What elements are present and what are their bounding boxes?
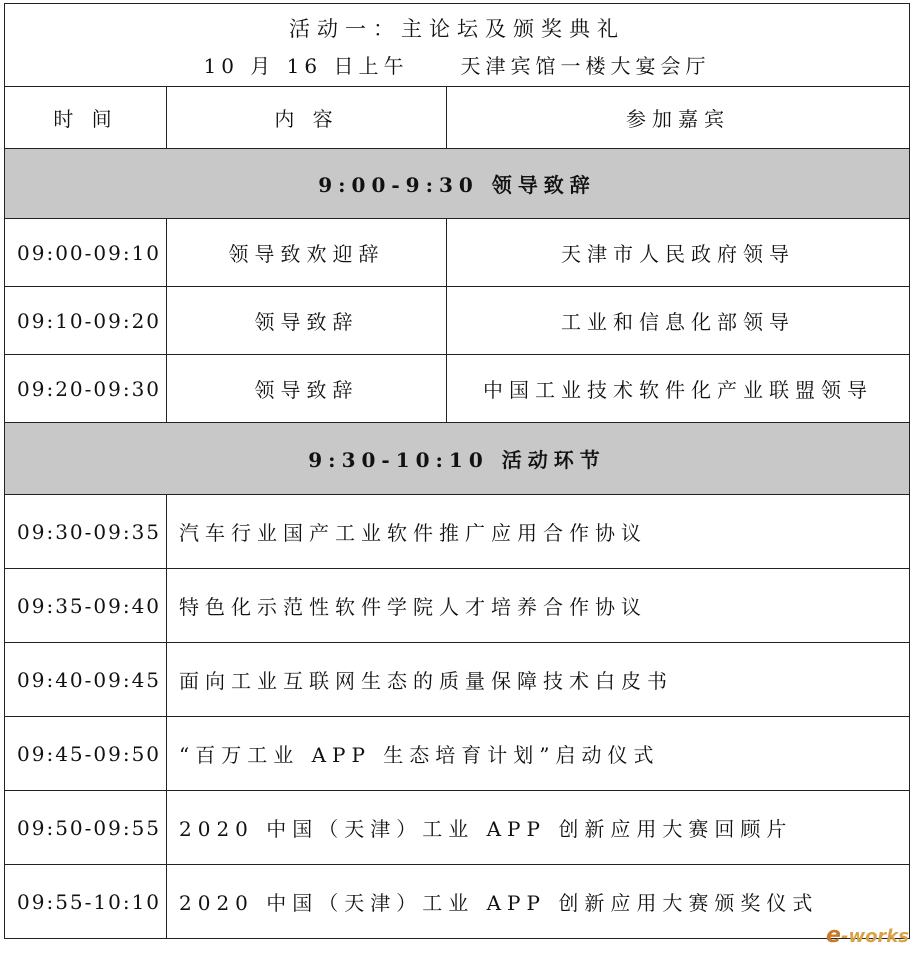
table-row [5, 287, 910, 355]
activity-title: 活动一：主论坛及颁奖典礼 [289, 17, 625, 41]
row-content: 2020 中国（天津）工业 APP 创新应用大赛颁奖仪式 [167, 865, 910, 939]
row-content: 领导致辞 [167, 355, 447, 423]
title-row [5, 4, 910, 87]
table-row [5, 643, 910, 717]
title-cell [5, 4, 910, 87]
row-content: “百万工业 APP 生态培育计划”启动仪式 [167, 717, 910, 791]
row-time: 09:35-09:40 [5, 569, 167, 643]
table-row [5, 355, 910, 423]
row-time: 09:45-09:50 [5, 717, 167, 791]
header-time: 时 间 [5, 87, 167, 149]
row-guests: 工业和信息化部领导 [447, 287, 910, 355]
row-guests: 天津市人民政府领导 [447, 219, 910, 287]
row-time: 09:20-09:30 [5, 355, 167, 423]
date-venue-line [5, 49, 909, 83]
row-time: 09:00-09:10 [5, 219, 167, 287]
header-content: 内 容 [167, 87, 447, 149]
table-row [5, 865, 910, 939]
section-label: 9:00-9:30 领导致辞 [5, 149, 910, 219]
event-date: 10 月 16 日上午 [203, 54, 409, 78]
row-time: 09:55-10:10 [5, 865, 167, 939]
row-content: 汽车行业国产工业软件推广应用合作协议 [167, 495, 910, 569]
table-row [5, 717, 910, 791]
row-guests: 中国工业技术软件化产业联盟领导 [447, 355, 910, 423]
table-row [5, 219, 910, 287]
row-content: 领导致欢迎辞 [167, 219, 447, 287]
row-time: 09:10-09:20 [5, 287, 167, 355]
table-row [5, 569, 910, 643]
column-header-row [5, 87, 910, 149]
header-guests: 参加嘉宾 [447, 87, 910, 149]
row-content: 面向工业互联网生态的质量保障技术白皮书 [167, 643, 910, 717]
watermark-text: -works [840, 926, 909, 947]
event-venue: 天津宾馆一楼大宴会厅 [460, 54, 711, 78]
table-row [5, 791, 910, 865]
watermark-prefix: e [826, 923, 841, 948]
row-content: 2020 中国（天津）工业 APP 创新应用大赛回顾片 [167, 791, 910, 865]
schedule-table [4, 3, 910, 939]
section-label: 9:30-10:10 活动环节 [5, 423, 910, 495]
section-header [5, 149, 910, 219]
row-time: 09:50-09:55 [5, 791, 167, 865]
table-row [5, 495, 910, 569]
row-time: 09:40-09:45 [5, 643, 167, 717]
eworks-watermark-logo [826, 923, 909, 948]
row-content: 领导致辞 [167, 287, 447, 355]
section-header [5, 423, 910, 495]
row-content: 特色化示范性软件学院人才培养合作协议 [167, 569, 910, 643]
row-time: 09:30-09:35 [5, 495, 167, 569]
